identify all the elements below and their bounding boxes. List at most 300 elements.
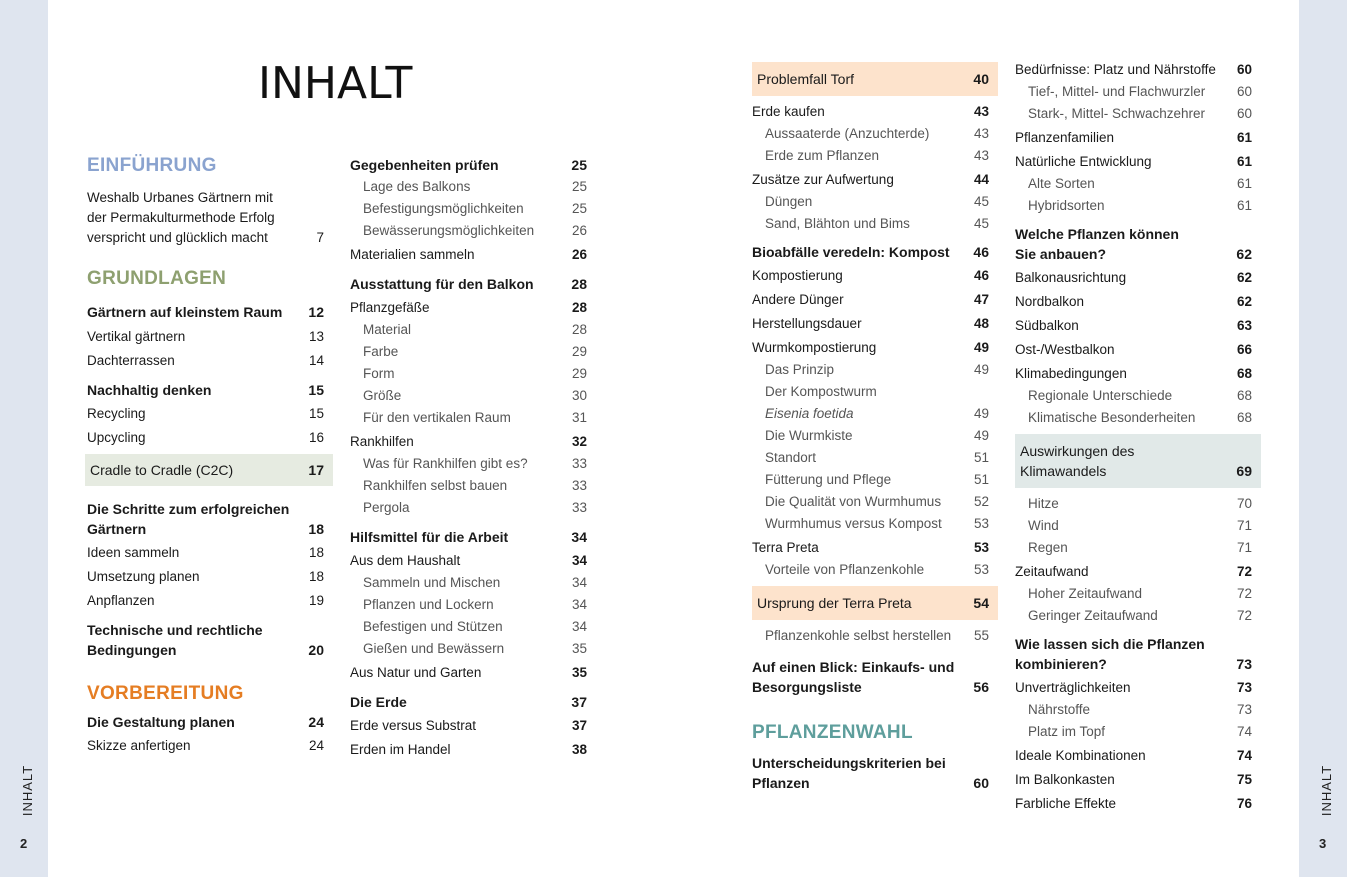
left-running-head: INHALT <box>20 764 36 817</box>
toc-entry[interactable] <box>752 657 989 697</box>
toc-entry-title: Unverträglichkeiten <box>1015 680 1131 695</box>
toc-entry[interactable] <box>752 470 989 490</box>
toc-entry[interactable] <box>350 432 587 452</box>
toc-entry-page: 19 <box>308 593 324 608</box>
toc-entry-title: Vertikal gärtnern <box>87 329 186 344</box>
toc-entry-title-line2: Pflanzen <box>752 775 810 791</box>
toc-entry-page: 54 <box>973 595 989 611</box>
toc-entry[interactable] <box>87 351 324 371</box>
toc-entry-title: Rankhilfen <box>350 434 414 449</box>
toc-entry-page: 30 <box>571 388 587 403</box>
toc-entry-title: Die Erde <box>350 694 407 710</box>
toc-entry-page: 72 <box>1236 564 1252 579</box>
toc-entry-title: Bewässerungsmöglichkeiten <box>363 223 535 238</box>
toc-entry-title: Ausstattung für den Balkon <box>350 276 534 292</box>
toc-entry[interactable] <box>350 551 587 571</box>
toc-entry-title: Pflanzenfamilien <box>1015 130 1115 145</box>
toc-entry-page: 45 <box>973 216 989 231</box>
toc-entry[interactable] <box>752 382 989 402</box>
toc-entry-page: 60 <box>1236 84 1252 99</box>
toc-entry-page: 43 <box>973 104 989 119</box>
toc-entry-page: 69 <box>1236 463 1252 479</box>
toc-entry[interactable] <box>1015 224 1252 244</box>
toc-entry-page: 46 <box>973 244 989 260</box>
toc-entry-title: Der Kompostwurm <box>765 384 877 399</box>
toc-entry-page: 28 <box>571 300 587 315</box>
toc-entry-page: 33 <box>571 478 587 493</box>
toc-entry-highlighted[interactable] <box>752 586 998 620</box>
toc-entry-page: 40 <box>973 71 989 87</box>
toc-entry-title: Klimabedingungen <box>1015 366 1127 381</box>
toc-entry-page: 34 <box>571 553 587 568</box>
toc-entry-title: Ideen sammeln <box>87 545 180 560</box>
toc-column-1 <box>87 152 324 756</box>
toc-entry-title: Ideale Kombinationen <box>1015 748 1146 763</box>
toc-entry-page: 26 <box>571 223 587 238</box>
toc-entry-page: 15 <box>308 406 324 421</box>
toc-entry-title: Pergola <box>363 500 410 515</box>
toc-entry-page: 73 <box>1236 656 1252 672</box>
toc-entry-page: 33 <box>571 456 587 471</box>
toc-entry-title: Wurmkompostierung <box>752 340 877 355</box>
toc-entry-page: 61 <box>1236 198 1252 213</box>
toc-entry[interactable] <box>752 124 989 144</box>
toc-entry-page: 28 <box>571 322 587 337</box>
toc-entry-title: Die Gestaltung planen <box>87 714 235 730</box>
toc-entry-title: Sand, Blähton und Bims <box>765 216 910 231</box>
toc-entry-highlighted[interactable] <box>752 62 998 96</box>
toc-entry[interactable] <box>1015 152 1252 172</box>
toc-entry-title: Bioabfälle veredeln: Kompost <box>752 244 950 260</box>
toc-entry[interactable] <box>87 380 324 400</box>
toc-entry[interactable] <box>752 538 989 558</box>
toc-entry-title: Stark-, Mittel- Schwachzehrer <box>1028 106 1206 121</box>
toc-entry[interactable] <box>87 428 324 448</box>
toc-entry-title: Aus Natur und Garten <box>350 665 482 680</box>
toc-entry-page: 37 <box>571 718 587 733</box>
toc-entry[interactable] <box>350 454 587 474</box>
toc-entry-page: 74 <box>1236 724 1252 739</box>
toc-entry-page: 33 <box>571 500 587 515</box>
toc-entry[interactable] <box>1015 104 1252 124</box>
toc-entry-page: 71 <box>1236 518 1252 533</box>
toc-entry[interactable] <box>87 620 324 660</box>
toc-entry-title: Problemfall Torf <box>757 71 855 87</box>
toc-entry-page: 31 <box>571 410 587 425</box>
toc-entry[interactable] <box>752 426 989 446</box>
toc-entry-page: 46 <box>973 268 989 283</box>
toc-entry-title: Auswirkungen des Klimawandels <box>1020 443 1135 479</box>
toc-entry-title: Lage des Balkons <box>363 179 471 194</box>
toc-entry[interactable] <box>350 155 587 175</box>
toc-entry-title: Befestigen und Stützen <box>363 619 503 634</box>
toc-entry-page: 18 <box>308 569 324 584</box>
toc-entry-highlighted[interactable] <box>1015 434 1261 488</box>
toc-entry[interactable] <box>752 192 989 212</box>
toc-entry-title: Cradle to Cradle (C2C) <box>90 462 234 478</box>
toc-entry-page: 68 <box>1236 366 1252 381</box>
toc-entry-page: 61 <box>1236 130 1252 145</box>
toc-entry-page: 14 <box>308 353 324 368</box>
toc-entry[interactable] <box>1015 174 1252 194</box>
toc-entry-title: Nachhaltig denken <box>87 382 212 398</box>
toc-entry-page: 68 <box>1236 388 1252 403</box>
toc-entry-title: Erde kaufen <box>752 104 825 119</box>
toc-entry[interactable] <box>87 712 324 732</box>
toc-entry-title: Pflanzen und Lockern <box>363 597 494 612</box>
toc-entry[interactable] <box>350 639 587 659</box>
toc-entry[interactable] <box>1015 678 1252 698</box>
toc-column-3 <box>752 62 989 793</box>
toc-entry-title: Befestigungsmöglichkeiten <box>363 201 524 216</box>
toc-entry[interactable] <box>87 188 324 248</box>
toc-entry[interactable] <box>752 753 989 793</box>
toc-entry-title: Platz im Topf <box>1028 724 1106 739</box>
toc-entry[interactable] <box>1015 268 1252 288</box>
toc-entry-page: 61 <box>1236 154 1252 169</box>
toc-entry-title: Hoher Zeitaufwand <box>1028 586 1143 601</box>
toc-entry-page: 51 <box>973 472 989 487</box>
toc-entry-title: Sammeln und Mischen <box>363 575 501 590</box>
toc-entry[interactable] <box>1015 196 1252 216</box>
toc-entry-page: 61 <box>1236 176 1252 191</box>
toc-entry-page: 34 <box>571 575 587 590</box>
toc-entry-title: Nordbalkon <box>1015 294 1085 309</box>
toc-entry[interactable] <box>752 170 989 190</box>
toc-entry-page: 62 <box>1236 270 1252 285</box>
toc-entry-page: 75 <box>1236 772 1252 787</box>
toc-entry[interactable] <box>1015 516 1252 536</box>
toc-entry-title: Südbalkon <box>1015 318 1079 333</box>
toc-entry-page: 37 <box>571 694 587 710</box>
toc-entry-page: 34 <box>571 597 587 612</box>
toc-entry[interactable] <box>350 692 587 712</box>
toc-entry-page: 35 <box>571 641 587 656</box>
toc-entry-title: Im Balkonkasten <box>1015 772 1115 787</box>
toc-entry[interactable] <box>1015 794 1252 814</box>
toc-entry[interactable] <box>87 736 324 756</box>
toc-entry-title: Eisenia foetida <box>765 406 854 421</box>
toc-entry[interactable] <box>752 404 989 424</box>
toc-entry[interactable] <box>1015 634 1252 654</box>
toc-entry-title: Düngen <box>765 194 813 209</box>
toc-entry-page: 43 <box>973 148 989 163</box>
toc-entry-title: Fütterung und Pflege <box>765 472 892 487</box>
toc-entry-page: 49 <box>973 406 989 421</box>
toc-entry-title: Klimatische Besonderheiten <box>1028 410 1196 425</box>
toc-entry-title: Balkonausrichtung <box>1015 270 1127 285</box>
toc-entry[interactable] <box>1015 82 1252 102</box>
toc-entry-title: Dachterrassen <box>87 353 175 368</box>
toc-entry-page: 53 <box>973 562 989 577</box>
toc-entry-title: Geringer Zeitaufwand <box>1028 608 1158 623</box>
toc-entry[interactable] <box>1015 408 1252 428</box>
toc-entry-title: Kompostierung <box>752 268 843 283</box>
toc-entry-title: Wie lassen sich die Pflanzen <box>1015 636 1205 652</box>
toc-entry[interactable] <box>1015 244 1252 264</box>
toc-entry-title: Welche Pflanzen können <box>1015 226 1179 242</box>
toc-entry-page: 25 <box>571 201 587 216</box>
toc-entry[interactable] <box>87 404 324 424</box>
toc-entry[interactable] <box>350 342 587 362</box>
toc-entry-title: Tief-, Mittel- und Flachwurzler <box>1028 84 1206 99</box>
left-page-number: 2 <box>20 836 28 851</box>
toc-entry-highlighted[interactable] <box>85 454 333 486</box>
toc-entry-page: 26 <box>571 247 587 262</box>
toc-entry-title: Upcycling <box>87 430 146 445</box>
toc-entry-title: Wurmhumus versus Kompost <box>765 516 942 531</box>
toc-entry[interactable] <box>752 492 989 512</box>
toc-entry-page: 49 <box>973 340 989 355</box>
toc-entry-page: 60 <box>1236 62 1252 77</box>
toc-entry-page: 34 <box>571 619 587 634</box>
toc-entry[interactable] <box>1015 538 1252 558</box>
toc-entry-title: Zusätze zur Aufwertung <box>752 172 894 187</box>
toc-entry[interactable] <box>1015 584 1252 604</box>
toc-entry-page: 44 <box>973 172 989 187</box>
toc-entry-title: Sie anbauen? <box>1015 246 1107 262</box>
toc-entry-page: 16 <box>308 430 324 445</box>
toc-entry-title: Pflanzgefäße <box>350 300 430 315</box>
toc-entry-page: 73 <box>1236 702 1252 717</box>
toc-entry-page: 53 <box>973 516 989 531</box>
toc-entry-title: Umsetzung planen <box>87 569 200 584</box>
toc-entry-page: 28 <box>571 276 587 292</box>
toc-entry-title: Rankhilfen selbst bauen <box>363 478 508 493</box>
toc-entry[interactable] <box>752 626 989 646</box>
toc-entry-title: Hilfsmittel für die Arbeit <box>350 529 509 545</box>
toc-entry-page: 48 <box>973 316 989 331</box>
toc-entry[interactable] <box>1015 340 1252 360</box>
toc-entry[interactable] <box>350 740 587 760</box>
toc-entry[interactable] <box>87 327 324 347</box>
toc-entry[interactable] <box>87 543 324 563</box>
toc-entry[interactable] <box>1015 654 1252 674</box>
right-page-number: 3 <box>1319 836 1327 851</box>
toc-entry-title: Was für Rankhilfen gibt es? <box>363 456 528 471</box>
toc-entry-page: 24 <box>308 714 324 730</box>
toc-entry[interactable] <box>350 408 587 428</box>
toc-entry-title: Gießen und Bewässern <box>363 641 505 656</box>
toc-entry-title: Ost-/Westbalkon <box>1015 342 1115 357</box>
toc-entry[interactable] <box>752 266 989 286</box>
toc-entry[interactable] <box>1015 316 1252 336</box>
toc-entry-page: 43 <box>973 126 989 141</box>
toc-entry-page: 51 <box>973 450 989 465</box>
toc-entry[interactable] <box>1015 364 1252 384</box>
toc-entry[interactable] <box>1015 746 1252 766</box>
toc-entry-title-line2: Bedingungen <box>87 642 177 658</box>
toc-entry[interactable] <box>350 364 587 384</box>
page-title: INHALT <box>258 58 413 109</box>
toc-entry-title: Gärtnern auf kleinstem Raum <box>87 304 283 320</box>
toc-entry-title: Für den vertikalen Raum <box>363 410 511 425</box>
toc-entry-title: Nährstoffe <box>1028 702 1091 717</box>
toc-entry[interactable] <box>1015 562 1252 582</box>
toc-entry[interactable] <box>87 499 324 539</box>
toc-entry-page: 49 <box>973 362 989 377</box>
toc-entry-page: 55 <box>973 628 989 643</box>
toc-column-4 <box>1015 60 1252 814</box>
toc-entry[interactable] <box>350 573 587 593</box>
toc-entry-page: 29 <box>571 344 587 359</box>
toc-entry[interactable] <box>752 448 989 468</box>
toc-entry[interactable] <box>87 591 324 611</box>
toc-entry-page: 62 <box>1236 246 1252 262</box>
toc-entry-title: Das Prinzip <box>765 362 835 377</box>
toc-entry[interactable] <box>752 338 989 358</box>
toc-entry-title: Erden im Handel <box>350 742 451 757</box>
toc-entry-title: Hitze <box>1028 496 1059 511</box>
toc-entry[interactable] <box>350 476 587 496</box>
toc-entry-title: Anpflanzen <box>87 593 155 608</box>
toc-entry[interactable] <box>350 527 587 547</box>
toc-entry-page: 66 <box>1236 342 1252 357</box>
toc-entry-title: Die Qualität von Wurmhumus <box>765 494 942 509</box>
toc-entry[interactable] <box>350 716 587 736</box>
toc-entry-page: 70 <box>1236 496 1252 511</box>
toc-entry-title: kombinieren? <box>1015 656 1107 672</box>
toc-entry-title: Regionale Unterschiede <box>1028 388 1173 403</box>
toc-entry-title-line1: Die Schritte zum erfolgreichen <box>87 501 290 517</box>
toc-entry-title-line1: Unterscheidungskriterien bei <box>752 755 946 771</box>
toc-entry-page: 25 <box>571 179 587 194</box>
toc-entry-page: 18 <box>308 545 324 560</box>
section-heading-vorbereitung: VORBEREITUNG <box>87 683 244 704</box>
toc-entry[interactable] <box>752 560 989 580</box>
toc-entry-page: 35 <box>571 665 587 680</box>
toc-entry[interactable] <box>752 514 989 534</box>
toc-entry-title: Pflanzenkohle selbst herstellen <box>765 628 952 643</box>
toc-entry-title: Recycling <box>87 406 146 421</box>
toc-entry-page: 53 <box>973 540 989 555</box>
toc-entry[interactable] <box>752 290 989 310</box>
toc-entry-title: Material <box>363 322 412 337</box>
toc-entry[interactable] <box>1015 292 1252 312</box>
toc-entry[interactable] <box>350 298 587 318</box>
toc-entry-title: Regen <box>1028 540 1068 555</box>
toc-entry-page: 20 <box>308 642 324 658</box>
toc-entry-page: 38 <box>571 742 587 757</box>
toc-entry[interactable] <box>350 498 587 518</box>
toc-entry[interactable] <box>1015 606 1252 626</box>
toc-entry[interactable] <box>350 221 587 241</box>
toc-entry-page: 12 <box>308 304 324 320</box>
toc-entry-page: 29 <box>571 366 587 381</box>
toc-entry-page: 60 <box>973 775 989 791</box>
toc-entry-title-line1: Technische und rechtliche <box>87 622 263 638</box>
right-running-head: INHALT <box>1319 764 1335 817</box>
toc-entry-page: 47 <box>973 292 989 307</box>
toc-entry-page: 25 <box>571 157 587 173</box>
toc-entry-page: 56 <box>973 679 989 695</box>
toc-column-2 <box>350 155 587 760</box>
toc-entry-title: Herstellungsdauer <box>752 316 862 331</box>
toc-entry[interactable] <box>350 245 587 265</box>
toc-entry-title: Terra Preta <box>752 540 819 555</box>
toc-entry[interactable] <box>752 214 989 234</box>
toc-entry[interactable] <box>87 567 324 587</box>
toc-entry-page: 15 <box>308 382 324 398</box>
toc-entry[interactable] <box>350 663 587 683</box>
toc-entry[interactable] <box>350 320 587 340</box>
toc-entry-title: Aus dem Haushalt <box>350 553 461 568</box>
toc-entry[interactable] <box>1015 60 1252 80</box>
toc-entry-page: 72 <box>1236 586 1252 601</box>
toc-entry[interactable] <box>1015 494 1252 514</box>
toc-entry-page: 62 <box>1236 294 1252 309</box>
toc-entry[interactable] <box>1015 386 1252 406</box>
toc-entry-title: Ursprung der Terra Preta <box>757 595 912 611</box>
toc-entry[interactable] <box>752 102 989 122</box>
toc-entry-title: Größe <box>363 388 402 403</box>
toc-entry-title: Form <box>363 366 395 381</box>
section-heading-grundlagen: GRUNDLAGEN <box>87 268 227 289</box>
toc-entry-page: 76 <box>1236 796 1252 811</box>
toc-entry-page: 68 <box>1236 410 1252 425</box>
toc-entry-page: 17 <box>308 462 324 478</box>
toc-entry[interactable] <box>350 595 587 615</box>
toc-entry[interactable] <box>1015 128 1252 148</box>
toc-entry[interactable] <box>752 146 989 166</box>
toc-entry[interactable] <box>752 314 989 334</box>
toc-entry-title: Natürliche Entwicklung <box>1015 154 1152 169</box>
toc-entry[interactable] <box>350 617 587 637</box>
toc-entry[interactable] <box>350 274 587 294</box>
toc-entry-page: 24 <box>308 738 324 753</box>
toc-entry[interactable] <box>752 242 989 262</box>
toc-entry[interactable] <box>350 386 587 406</box>
toc-entry-title: Skizze anfertigen <box>87 738 191 753</box>
toc-entry-title: Gegebenheiten prüfen <box>350 157 499 173</box>
toc-entry-title: Vorteile von Pflanzenkohle <box>765 562 925 577</box>
section-heading-pflanzenwahl: PFLANZENWAHL <box>752 722 913 743</box>
toc-entry[interactable] <box>752 360 989 380</box>
toc-entry-title-line2: Besorgungsliste <box>752 679 862 695</box>
toc-entry[interactable] <box>1015 700 1252 720</box>
toc-entry-title: Zeitaufwand <box>1015 564 1089 579</box>
left-page-edge <box>0 0 48 877</box>
toc-entry-page: 60 <box>1236 106 1252 121</box>
toc-entry-page: 63 <box>1236 318 1252 333</box>
toc-entry[interactable] <box>87 302 324 322</box>
toc-entry-page: 32 <box>571 434 587 449</box>
toc-entry[interactable] <box>1015 770 1252 790</box>
toc-entry-title: Farbe <box>363 344 399 359</box>
toc-entry-title: Alte Sorten <box>1028 176 1095 191</box>
toc-entry-title-line2: Gärtnern <box>87 521 147 537</box>
toc-entry-page: 73 <box>1236 680 1252 695</box>
toc-entry-title: Andere Dünger <box>752 292 844 307</box>
toc-entry-title: Standort <box>765 450 817 465</box>
toc-entry-page: 13 <box>308 329 324 344</box>
toc-entry-page: 71 <box>1236 540 1252 555</box>
toc-entry-page: 52 <box>973 494 989 509</box>
right-page-edge <box>1299 0 1347 877</box>
toc-entry-page: 74 <box>1236 748 1252 763</box>
toc-entry-page: 45 <box>973 194 989 209</box>
toc-entry-title: Die Wurmkiste <box>765 428 853 443</box>
toc-entry-title-line1: Auf einen Blick: Einkaufs- und <box>752 659 955 675</box>
toc-entry[interactable] <box>350 199 587 219</box>
toc-entry-title: Erde zum Pflanzen <box>765 148 880 163</box>
toc-entry-title: Farbliche Effekte <box>1015 796 1117 811</box>
toc-entry-title: Erde versus Substrat <box>350 718 477 733</box>
toc-entry[interactable] <box>1015 722 1252 742</box>
toc-entry-page: 18 <box>308 521 324 537</box>
toc-entry[interactable] <box>350 177 587 197</box>
toc-entry-title: Hybridsorten <box>1028 198 1105 213</box>
